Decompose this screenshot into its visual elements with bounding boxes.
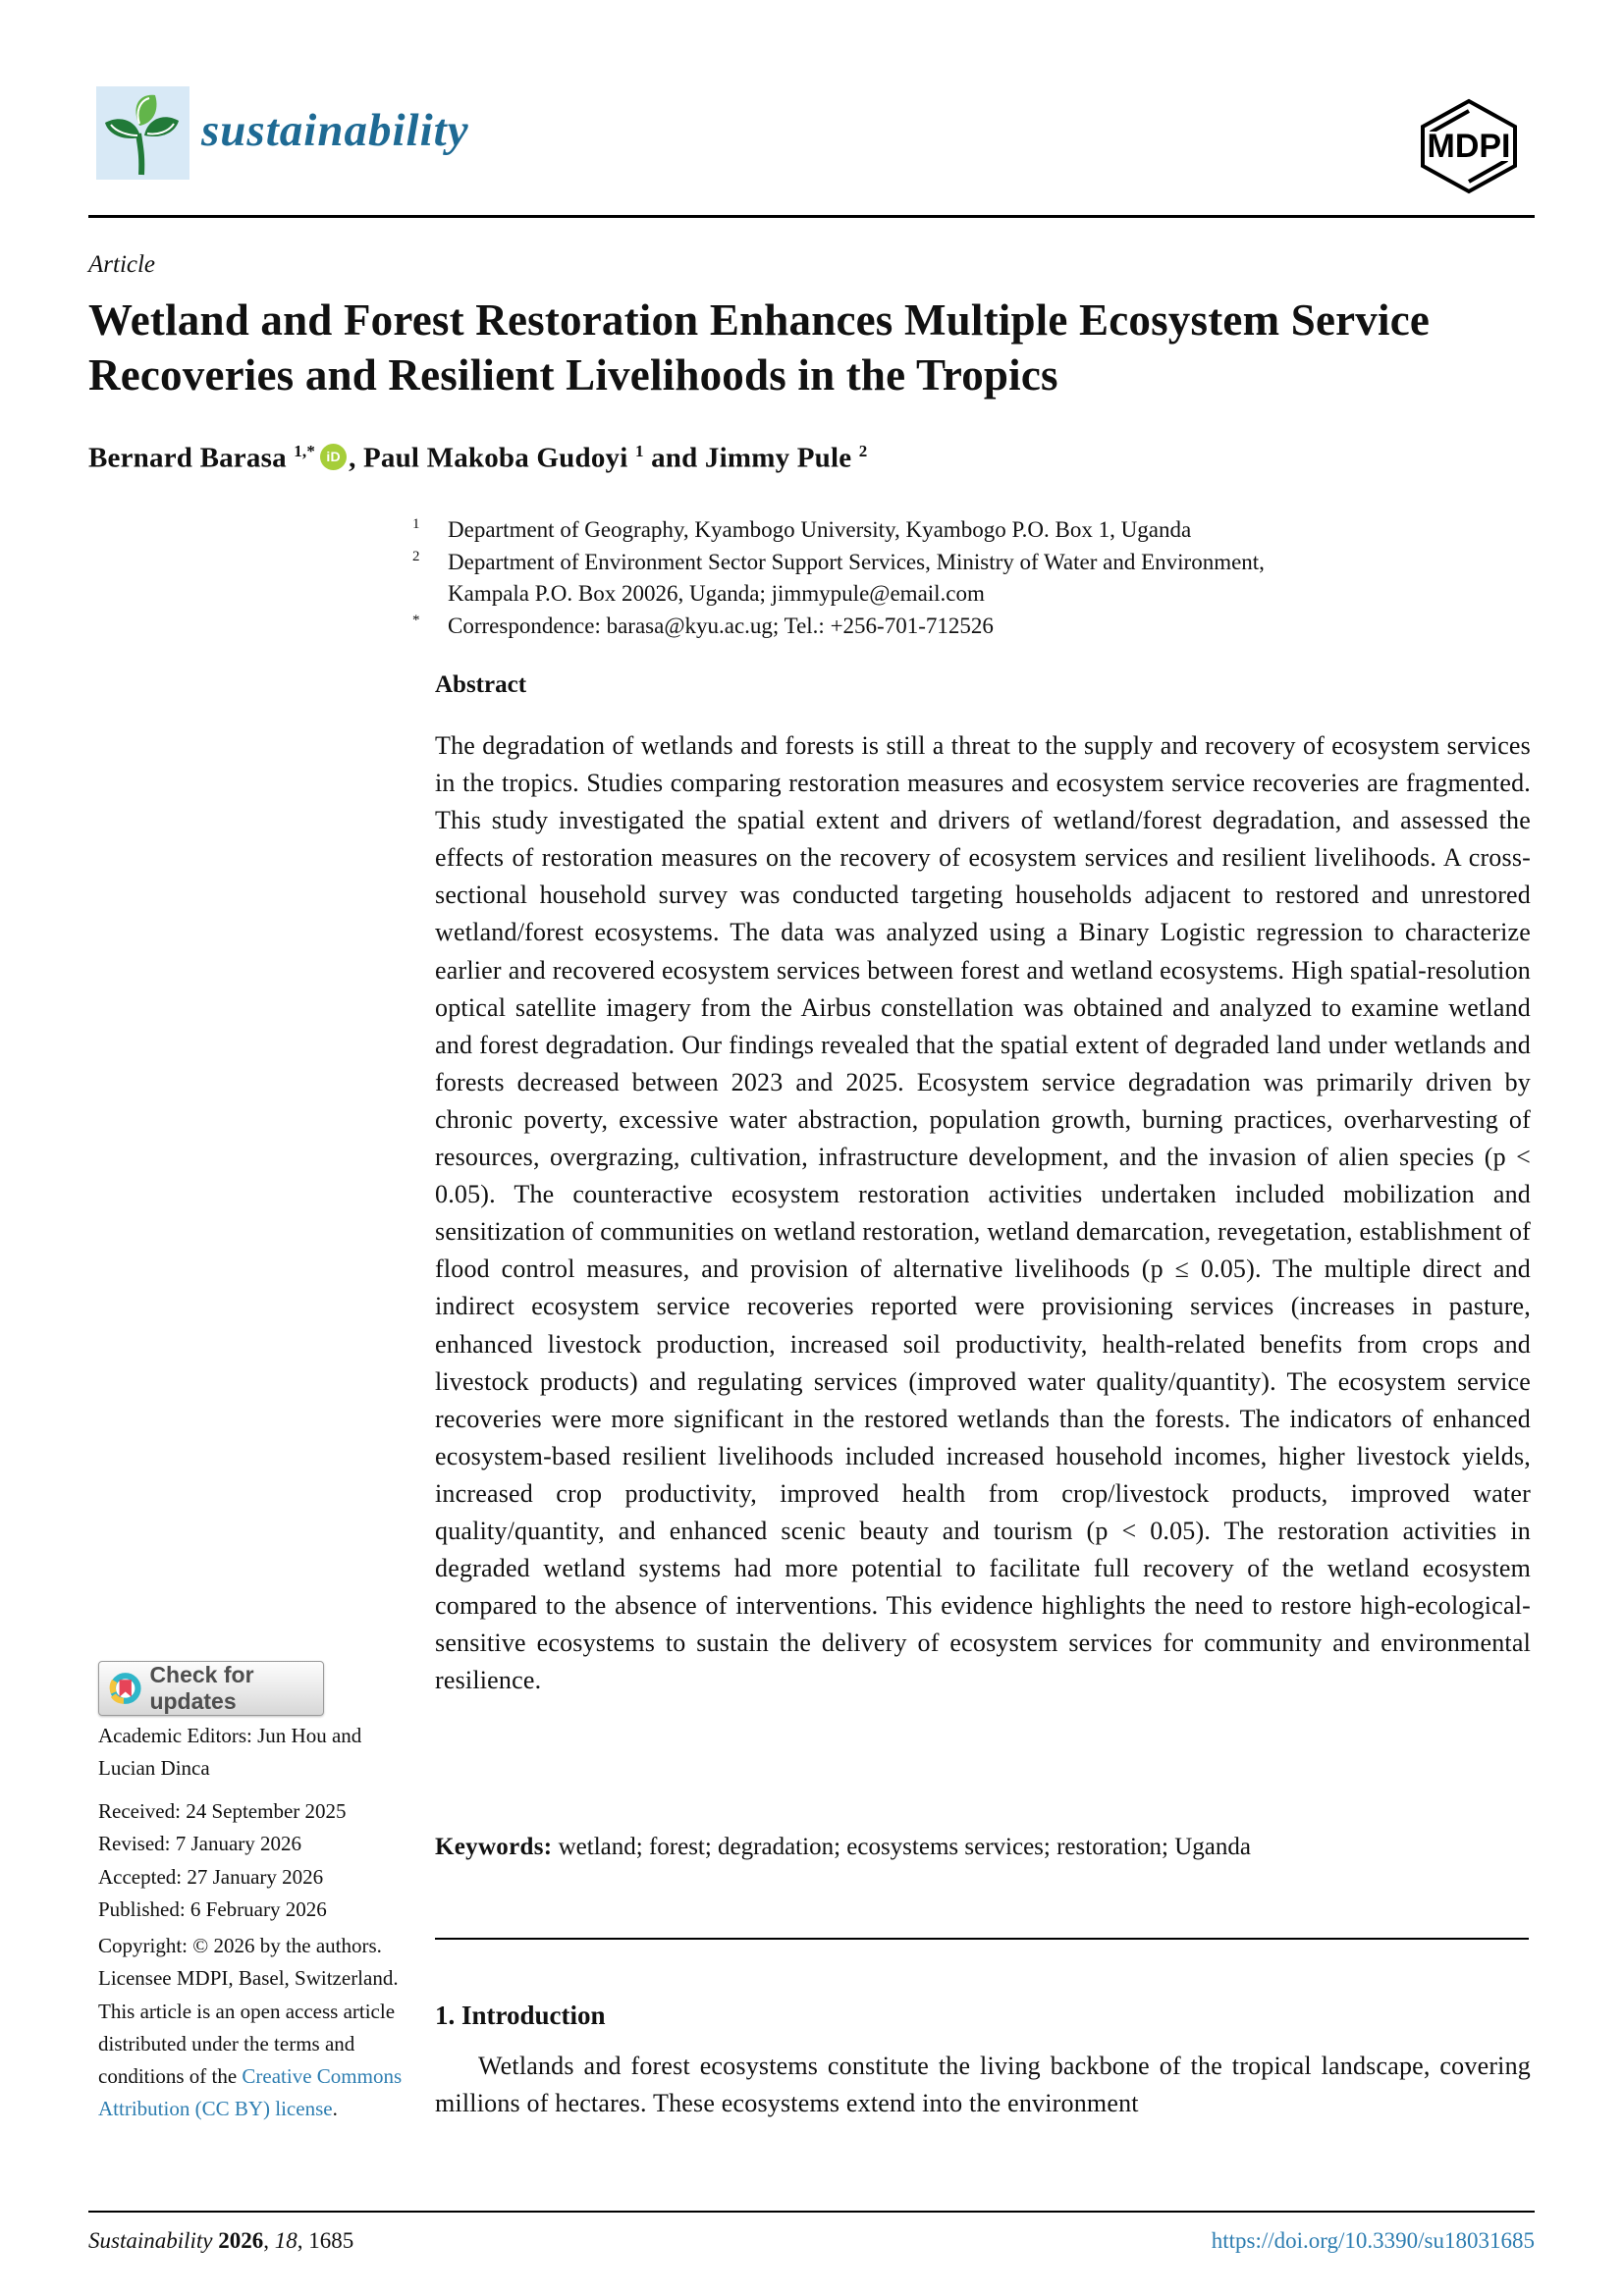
check-for-updates-label: Check for updates [149, 1662, 254, 1714]
affiliation-row [412, 611, 1292, 643]
author-name: Jimmy Pule [704, 442, 852, 474]
keywords-line [435, 1834, 1531, 1861]
footer [88, 2228, 1535, 2254]
mdpi-logo-text: MDPI [1427, 128, 1511, 165]
copyright-text: Copyright: © 2026 by the authors. Licensee MDPI, Basel, Switzerland. This article is an open access article distributed under the terms and conditions of the [98, 1934, 399, 2089]
footer-divider [88, 2211, 1535, 2213]
mdpi-logo-icon [1404, 96, 1534, 194]
footer-article-number: , 1685 [297, 2228, 354, 2253]
article-dates [98, 1795, 414, 1926]
orcid-icon[interactable]: iD [320, 444, 347, 470]
author-affiliation-sup: 1,* [294, 442, 316, 460]
abstract-heading: Abstract [435, 671, 527, 698]
published-date: Published: 6 February 2026 [98, 1896, 327, 1921]
author-affiliation-sup: 2 [858, 442, 868, 460]
affiliation-text: Correspondence: barasa@kyu.ac.ug; Tel.: +256-701-712526 [448, 613, 994, 638]
abstract-text: The degradation of wetlands and forests is still a threat to the supply and recovery of ecosystem services in the tropics. Studies comparing restoration measures and ecosystem service recoveries are fragmented. This study investigated the spatial extent and drivers of wetland/forest degradation, and assessed the effects of restoration measures on the recovery of ecosystem services and resilient livelihoods. A cross-sectional household survey was conducted targeting households adjacent to restored and unrestored wetland/forest ecosystems. The data was analyzed using a Binary Logistic regression to characterize earlier and recovered ecosystem services between forest and wetland ecosystems. High spatial-resolution optical satellite imagery from the Airbus constellation was obtained and analyzed to examine wetland and forest degradation. Our findings revealed that the spatial extent of degraded land under wetlands and forests decreased between 2023 and 2025. Ecosystem service degradation was primarily driven by chronic poverty, excessive water abstraction, population growth, burning practices, overharvesting of resources, overgrazing, cultivation, infrastructure development, and the invasion of alien species (p < 0.05). The counteractive ecosystem restoration activities undertaken included mobilization and sensitization of communities on wetland restoration, wetland demarcation, revegetation, establishment of flood control measures, and provision of alternative livelihoods (p ≤ 0.05). The multiple direct and indirect ecosystem service recoveries reported were provisioning services (increases in pasture, enhanced livestock production, increased soil productivity, health-related benefits from crops and livestock products) and regulating services (improved water quality/quantity). The ecosystem service recoveries were more significant in the restored wetlands than the forests. The indicators of enhanced ecosystem-based resilient livelihoods included increased household incomes, higher livestock yields, increased crop productivity, improved health from crop/livestock products, improved water quality/quantity, and enhanced scenic beauty and tourism (p < 0.05). The restoration activities in degraded wetland systems had more potential to facilitate full recovery of the wetland ecosystem compared to the absence of interventions. This evidence highlights the need to restore high-ecological-sensitive ecosystems to sustain the delivery of ecosystem services for community and environmental resilience. [435, 731, 1531, 1695]
author-name: Paul Makoba Gudoyi [362, 442, 628, 474]
crossmark-icon [109, 1670, 141, 1707]
author-line [88, 442, 867, 475]
author-name: Bernard Barasa [88, 442, 287, 474]
journal-logo-plant-icon [96, 86, 189, 180]
keywords-divider [435, 1938, 1529, 1940]
copyright-notice [98, 1930, 414, 2126]
doi-link[interactable]: https://doi.org/10.3390/su18031685 [1211, 2228, 1535, 2253]
article-type-label: Article [88, 251, 156, 278]
keywords-label: Keywords: [435, 1834, 553, 1860]
affiliation-number: 1 [412, 516, 420, 532]
received-date: Received: 24 September 2025 [98, 1799, 347, 1823]
affiliation-row [412, 547, 1292, 611]
affiliation-text: Department of Geography, Kyambogo University, Kyambogo P.O. Box 1, Uganda [448, 517, 1192, 542]
journal-wordmark: sustainability [201, 105, 469, 156]
accepted-date: Accepted: 27 January 2026 [98, 1864, 324, 1889]
journal-logo [96, 86, 189, 180]
footer-year: 2026 [218, 2228, 264, 2253]
footer-comma: , [263, 2228, 275, 2253]
author-affiliation-sup: 1 [634, 442, 644, 460]
footer-volume: 18 [274, 2228, 298, 2253]
footer-journal-name: Sustainability [88, 2228, 213, 2253]
copyright-suffix: . [332, 2097, 338, 2121]
header-divider [88, 215, 1535, 218]
keywords-text: wetland; forest; degradation; ecosystems services; restoration; Uganda [552, 1834, 1251, 1860]
affiliation-text: Department of Environment Sector Support Services, Ministry of Water and Environment, Kampala P.O. Box 20026, Uganda; jimmypule@email.com [448, 549, 1265, 606]
affiliations-block [412, 514, 1292, 642]
check-for-updates-button[interactable] [98, 1661, 324, 1716]
section-heading-introduction: 1. Introduction [435, 2001, 606, 2030]
affiliation-number: 2 [412, 548, 420, 564]
cc-by-license-link[interactable]: Creative Commons Attribution (CC BY) license [98, 2064, 403, 2121]
affiliation-number: * [412, 612, 420, 628]
revised-date: Revised: 7 January 2026 [98, 1832, 302, 1856]
author-separator: and [643, 442, 705, 474]
page-title: Wetland and Forest Restoration Enhances Multiple Ecosystem Service Recoveries and Resilient Livelihoods in the Tropics [88, 295, 1431, 400]
footer-citation [88, 2228, 353, 2254]
author-separator: , [349, 442, 363, 474]
academic-editors: Academic Editors: Jun Hou and Lucian Dinca [98, 1724, 362, 1781]
introduction-paragraph: Wetlands and forest ecosystems constitute the living backbone of the tropical landscape, covering millions of hectares. These ecosystems extend into the environment [435, 2052, 1531, 2117]
affiliation-row [412, 514, 1292, 547]
